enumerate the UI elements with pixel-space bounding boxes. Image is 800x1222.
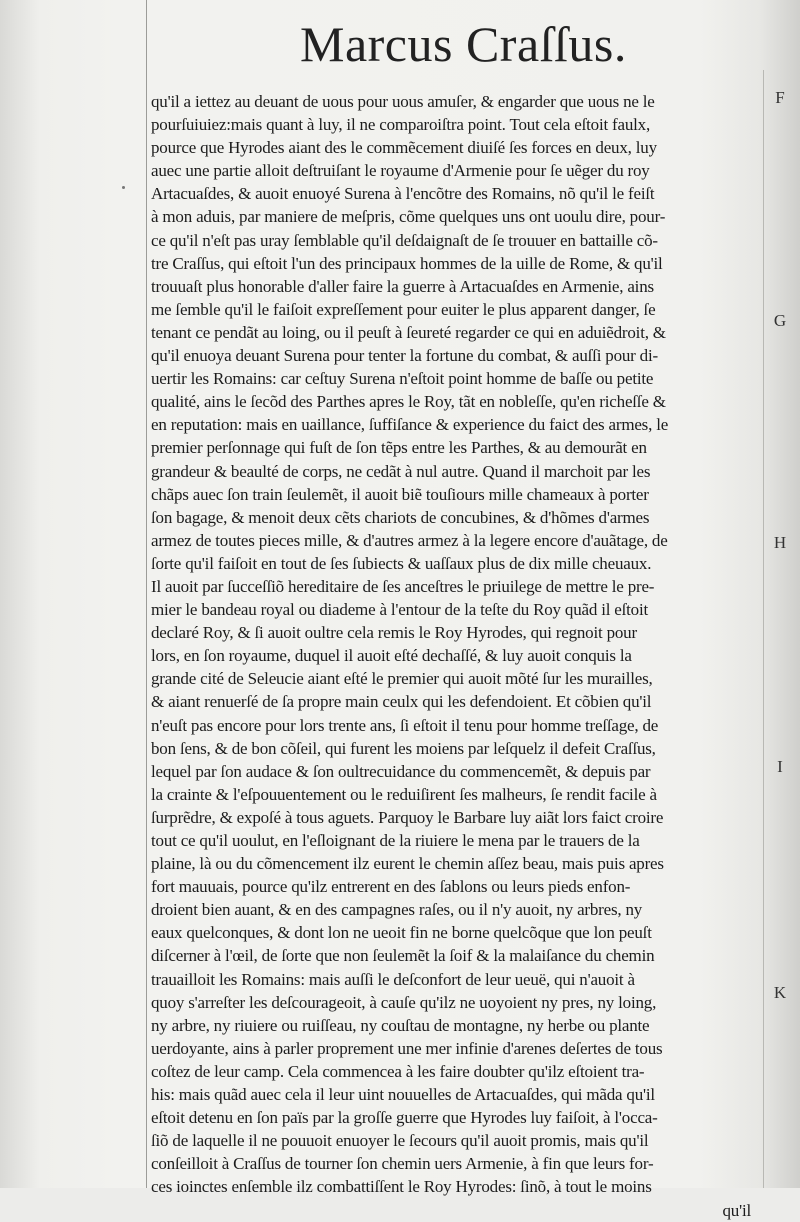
running-head: Marcus Craſſus. [300,16,627,72]
text-line: la crainte & l'eſpouuentement ou le reduiſirent ſes malheurs, ſe rendit facile à [151,784,657,804]
text-line: tout ce qu'il uoulut, en l'eſloignant de la riuiere le mena par le trauers de la [151,831,640,850]
text-line: chãps auec ſon train ſeulemẽt, il auoit biẽ touſiours mille chameaux à porter [151,484,649,504]
text-line: grandeur & beaulté de corps, ne cedãt à nul autre. Quand il marchoit par les [151,461,651,481]
text-line: lors, en ſon royaume, duquel il auoit eſté dechaſſé, & luy auoit conquis la [151,646,632,666]
text-line: & aiant renuerſé de ſa propre main ceulx qui les defendoient. Et cõbien qu'il [151,692,652,712]
text-line: Il auoit par ſucceſſiõ hereditaire de ſes anceſtres le priuilege de mettre le pre- [151,576,655,596]
text-line: à mon aduis, par maniere de meſpris, cõme quelques uns ont uoulu dire, pour- [151,207,666,227]
margin-letter-k: K [773,983,787,1002]
text-line: qu'il enuoya deuant Surena pour tenter la fortune du combat, & auſſi pour di- [151,346,658,366]
text-line: eſtoit detenu en ſon païs par la groſſe guerre que Hyrodes luy faiſoit, à l'occa- [151,1108,658,1128]
text-line: armez de toutes pieces mille, & d'autres armez à la legere encore d'auãtage, de [151,530,668,550]
text-line: auec une partie alloit deſtruiſant le royaume d'Armenie pour ſe uẽger du roy [151,161,650,181]
body-text [151,90,751,1222]
text-line: tenant ce pendãt au loing, ou il peuſt à ſeureté regarder ce qui en aduiẽdroit, & [151,322,666,342]
text-line: conſeilloit à Craſſus de tourner ſon chemin uers Armenie, à fin que leurs for- [151,1154,654,1174]
margin-letter-h: H [773,533,787,552]
text-line: coſtez de leur camp. Cela commencea à les faire doubter qu'ilz eſtoient tra- [151,1061,645,1081]
text-line: eaux quelconques, & dont lon ne ueoit fin ne borne quelcõque que lon peuſt [151,923,652,943]
text-line: mier le bandeau royal ou diademe à l'entour de la teſte du Roy quãd il eſtoit [151,600,649,620]
text-line: fort mauuais, pource qu'ilz entrerent en des ſablons ou leurs pieds enfon- [151,877,631,897]
text-line: pourſuiuiez:mais quant à luy, il ne comparoiſtra point. Tout cela eſtoit faulx, [151,115,651,135]
catchword: qu'il [722,1200,751,1220]
text-line: lequel par ſon audace & ſon oultrecuidance du commencemẽt, & depuis par [151,761,651,781]
text-line: ny arbre, ny riuiere ou ruiſſeau, ny couſtau de montagne, ny herbe ou plante [151,1015,650,1035]
text-line: ces ioinctes enſemble ilz combattiſſent le Roy Hyrodes: ſinõ, à tout le moins [151,1177,652,1197]
text-line: ſorte qu'il faiſoit en tout de ſes ſubiects & uaſſaux plus de dix mille cheuaux. [151,553,652,573]
text-line: trouuaſt plus honorable d'aller faire la guerre à Artacuaſdes en Armenie, ains [151,276,654,296]
text-line: uertir les Romains: car ceſtuy Surena n'eſtoit point homme de baſſe ou petite [151,369,654,389]
text-line: ſon bagage, & menoit deux cẽts chariots de concubines, & d'hõmes d'armes [151,507,650,527]
text-line: bon ſens, & de bon cõſeil, qui furent les moiens par leſquelz il defeit Craſſus, [151,738,656,758]
text-line: diſcerner à l'œil, de ſorte que non ſeulemẽt la ſoif & la malaiſance du chemin [151,946,655,966]
margin-letter-i: I [777,757,783,776]
text-line: his: mais quãd auec cela il leur uint nouuelles de Artacuaſdes, qui mãda qu'il [151,1085,655,1105]
text-line: me ſemble qu'il le faiſoit expreſſement pour euiter le plus apparent danger, ſe [151,299,656,319]
gutter-rule [146,0,147,1188]
text-line: premier perſonnage qui fuſt de ſon tẽps entre les Parthes, & au demourãt en [151,438,647,458]
text-line: trauailloit les Romains: mais auſſi le deſconfort de leur ueuë, qui n'auoit à [151,969,635,989]
text-line: plaine, là ou du cõmencement ilz eurent le chemin aſſez beau, mais puis apres [151,854,664,874]
text-line: ce qu'il n'eſt pas uray ſemblable qu'il deſdaignaſt de ſe trouuer en battaille cõ- [151,230,658,250]
text-line: grande cité de Seleucie aiant eſté le premier qui auoit mõté ſur les murailles, [151,669,653,689]
text-line: uerdoyante, ains à parler proprement une mer infinie d'arenes deſertes de tous [151,1038,663,1058]
text-line: pource que Hyrodes aiant des le commẽcement diuiſé ſes forces en deux, luy [151,138,657,158]
text-line: tre Craſſus, qui eſtoit l'un des principaux hommes de la uille de Rome, & qu'il [151,253,663,273]
text-line: qualité, ains le ſecõd des Parthes apres le Roy, tãt en nobleſſe, qu'en richeſſe & [151,392,666,412]
margin-rule [763,70,764,1188]
text-line: declaré Roy, & ſi auoit oultre cela remis le Roy Hyrodes, qui regnoit pour [151,623,637,643]
margin-letter-g: G [773,311,787,330]
margin-letter-f: F [775,88,785,107]
text-line: qu'il a iettez au deuant de uous pour uous amuſer, & engarder que uous ne le [151,92,655,111]
text-line: n'euſt pas encore pour lors trente ans, ſi eſtoit il tenu pour homme treſſage, de [151,715,659,735]
text-line: ſurprẽdre, & expoſé à tous aguets. Parquoy le Barbare luy aiãt lors faict croire [151,807,664,827]
text-line: droient bien auant, & en des campagnes raſes, ou il n'y auoit, ny arbres, ny [151,900,643,920]
text-line: en reputation: mais en uaillance, ſuffiſance & experience du faict des armes, le [151,415,669,435]
text-line: ſiõ de laquelle il ne pouuoit enuoyer le ſecours qu'il auoit promis, mais qu'il [151,1131,649,1151]
text-line: quoy s'arreſter les deſcourageoit, à cauſe qu'ilz ne uoyoient ny pres, ny loing, [151,992,657,1012]
text-line: Artacuaſdes, & auoit enuoyé Surena à l'encõtre des Romains, nõ qu'il le feiſt [151,184,655,204]
ink-speck [122,186,125,189]
